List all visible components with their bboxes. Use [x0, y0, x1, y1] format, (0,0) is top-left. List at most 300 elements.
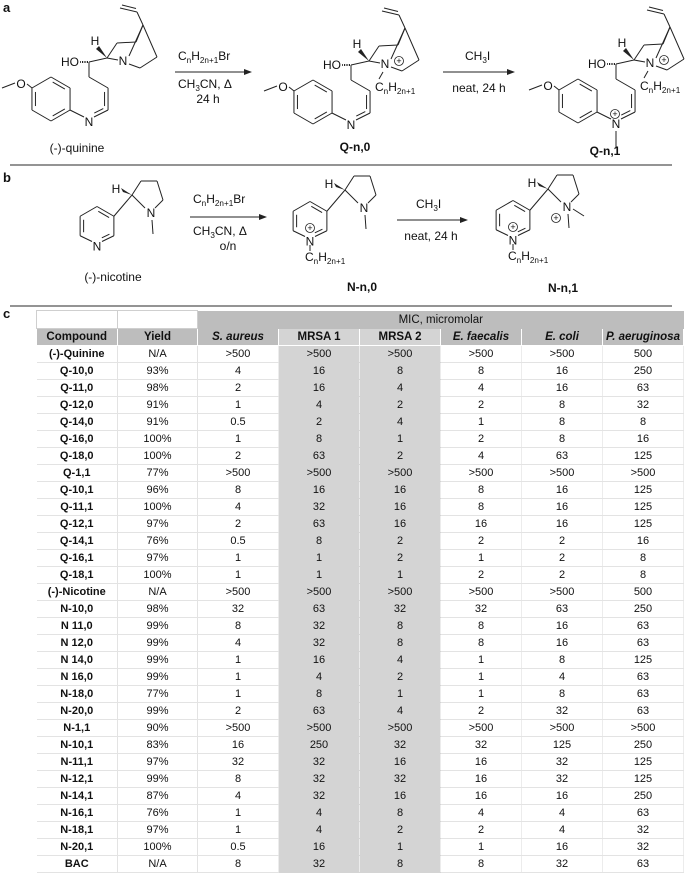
mic-value-cell: 125 [603, 771, 684, 788]
bond [656, 66, 667, 70]
mic-value-cell: >500 [198, 584, 279, 601]
formula-part: C [640, 79, 649, 93]
mic-value-cell: >500 [522, 465, 603, 482]
ring-bond [559, 79, 578, 90]
mic-value-cell: >500 [360, 346, 441, 363]
yield-cell: 100% [118, 567, 198, 584]
mic-value-cell: 0.5 [198, 533, 279, 550]
positive-charge-sign: + [661, 55, 667, 66]
bond [634, 60, 645, 62]
mic-value-cell: 16 [441, 788, 522, 805]
methyl-bond [2, 83, 15, 88]
bond [667, 59, 684, 70]
yield-cell: 97% [118, 754, 198, 771]
bond [27, 84, 32, 88]
bond [117, 42, 136, 43]
bond [368, 195, 376, 203]
double-bond [315, 229, 323, 233]
ring-bond [89, 77, 108, 88]
mic-value-cell: >500 [198, 465, 279, 482]
mic-value-cell: 32 [360, 737, 441, 754]
hydroxyl-group: HO [323, 58, 341, 72]
positive-charge-sign: + [396, 56, 402, 67]
table-row [37, 788, 684, 805]
double-bond [621, 111, 630, 115]
mic-value-cell: 16 [279, 482, 360, 499]
mic-value-cell: 16 [603, 431, 684, 448]
ring-bond [32, 77, 51, 88]
ring-bond [496, 230, 508, 236]
mic-value-cell: 2 [360, 822, 441, 839]
mic-value-cell: 16 [522, 618, 603, 635]
alkyl-substituent [508, 249, 549, 265]
yield-cell: 76% [118, 805, 198, 822]
mic-value-cell: 2 [441, 567, 522, 584]
mic-value-cell: 8 [441, 482, 522, 499]
double-bond [94, 109, 103, 113]
mic-value-cell: 32 [360, 601, 441, 618]
hydroxyl-group: HO [588, 57, 606, 71]
mic-value-cell: 16 [522, 635, 603, 652]
table-row [37, 550, 684, 567]
subscript: 3 [210, 231, 215, 240]
group-header-row [37, 311, 684, 329]
pyrrolidine-nitrogen: N [359, 201, 369, 215]
yield-cell: 97% [118, 516, 198, 533]
bond [616, 60, 634, 64]
yield-cell: 87% [118, 788, 198, 805]
mic-value-cell: 32 [603, 839, 684, 856]
column-header: E. coli [522, 329, 603, 346]
positive-charge-sign: + [553, 213, 559, 224]
mic-value-cell: 8 [522, 431, 603, 448]
formula-part: CH [416, 197, 434, 211]
subscript: 3 [195, 84, 200, 93]
mic-value-cell: 32 [522, 703, 603, 720]
bond [649, 7, 663, 11]
compound-cell: Q-18,1 [37, 567, 118, 584]
alkyl-substituent [640, 79, 681, 95]
mic-value-cell: >500 [360, 465, 441, 482]
mic-value-cell: 8 [522, 652, 603, 669]
ring-bond [94, 110, 108, 117]
mic-value-cell: 16 [279, 380, 360, 397]
formula-part: H [318, 250, 327, 264]
mic-value-cell: 16 [522, 788, 603, 805]
alkyl-bromide-reagent [193, 192, 245, 208]
hydroxyl-group: HO [61, 55, 79, 69]
mic-value-cell: 63 [603, 380, 684, 397]
reaction-conditions: neat, 24 h [404, 229, 458, 243]
column-header: Yield [118, 329, 198, 346]
table-row [37, 346, 684, 363]
mic-value-cell: 16 [522, 482, 603, 499]
mic-value-cell: 16 [522, 380, 603, 397]
compound-cell: N-11,1 [37, 754, 118, 771]
mic-value-cell: 125 [603, 448, 684, 465]
table-row [37, 839, 684, 856]
ring-bond [616, 79, 635, 90]
hydrogen-atom: H [617, 36, 627, 50]
quinoline-nitrogen: N [84, 115, 94, 129]
compound-cell: BAC [37, 856, 118, 873]
mic-value-cell: 2 [360, 397, 441, 414]
mic-value-cell: >500 [360, 584, 441, 601]
compound-cell: N 12,0 [37, 635, 118, 652]
alkyl-substituent [375, 80, 416, 96]
formula-part: CH [178, 77, 196, 91]
bond [132, 195, 145, 208]
mic-value-cell: 4 [441, 380, 522, 397]
pyrrolidine-nitrogen: N [146, 206, 156, 220]
mic-value-cell: 125 [603, 754, 684, 771]
bond [405, 28, 419, 60]
formula-part: CH [193, 224, 211, 238]
mic-value-cell: 63 [279, 601, 360, 618]
mic-value-cell: 1 [279, 567, 360, 584]
compound-cell: Q-14,1 [37, 533, 118, 550]
table-row [37, 669, 684, 686]
panel-label-b: b [3, 170, 11, 185]
mic-value-cell: 4 [198, 788, 279, 805]
mic-value-cell: 8 [441, 363, 522, 380]
subscript: 2n+1 [396, 87, 416, 96]
methyl-bond [568, 214, 569, 228]
mic-value-cell: 32 [279, 618, 360, 635]
bond [391, 28, 405, 59]
mic-value-cell: 16 [603, 533, 684, 550]
methyl-bond [573, 209, 584, 216]
mic-value-cell: >500 [522, 720, 603, 737]
pyrrolidine-nitrogen: N [562, 200, 572, 214]
mic-value-cell: 2 [441, 822, 522, 839]
table-row [37, 482, 684, 499]
mic-value-cell: 1 [198, 686, 279, 703]
mic-value-cell: 8 [441, 618, 522, 635]
mic-value-cell: 16 [360, 499, 441, 516]
mic-value-cell: 32 [279, 771, 360, 788]
double-bond [315, 112, 327, 119]
mic-value-cell: >500 [279, 720, 360, 737]
mic-value-cell: 0.5 [198, 414, 279, 431]
compound-label-n-n-0: N-n,0 [347, 280, 377, 294]
mic-value-cell: 2 [360, 550, 441, 567]
table-row [37, 805, 684, 822]
mic-value-cell: 32 [441, 601, 522, 618]
mic-value-cell: 2 [198, 516, 279, 533]
bond [644, 71, 648, 78]
bond [656, 27, 670, 58]
mic-value-cell: 63 [279, 516, 360, 533]
mic-value-cell: 8 [522, 686, 603, 703]
compound-cell: N 16,0 [37, 669, 118, 686]
yield-cell: 77% [118, 465, 198, 482]
double-bond [315, 85, 327, 92]
mic-value-cell: 125 [603, 482, 684, 499]
compound-cell: N-16,1 [37, 805, 118, 822]
mic-value-cell: 1 [360, 567, 441, 584]
mic-value-cell: 1 [441, 669, 522, 686]
mic-value-cell: 32 [360, 771, 441, 788]
bond [327, 190, 345, 211]
mic-value-cell: >500 [441, 346, 522, 363]
double-bond [102, 234, 110, 238]
bond [107, 58, 118, 60]
mic-value-cell: 2 [360, 533, 441, 550]
methyl-bond [264, 86, 277, 91]
bond [345, 190, 358, 203]
mic-value-cell: 8 [360, 805, 441, 822]
quinuclidine-nitrogen: N [380, 57, 390, 71]
yield-cell: 93% [118, 363, 198, 380]
table-row [37, 686, 684, 703]
bond [351, 61, 369, 65]
subscript: n [383, 87, 389, 96]
mic-value-cell: 4 [522, 669, 603, 686]
mic-value-cell: >500 [603, 465, 684, 482]
panel-label-a: a [3, 0, 11, 15]
compound-cell: N-10,0 [37, 601, 118, 618]
table-row [37, 822, 684, 839]
mic-value-cell: 4 [279, 669, 360, 686]
compound-cell: Q-11,0 [37, 380, 118, 397]
mic-value-cell: 2 [279, 414, 360, 431]
wedge-bond [334, 183, 345, 190]
yield-cell: 91% [118, 414, 198, 431]
mic-value-cell: 1 [198, 397, 279, 414]
mic-value-cell: 16 [198, 737, 279, 754]
mic-value-cell: 1 [198, 652, 279, 669]
yield-cell: 100% [118, 431, 198, 448]
formula-part: H [388, 80, 397, 94]
formula-part: Br [218, 49, 231, 63]
mic-value-cell: 8 [522, 414, 603, 431]
ring-bond [294, 80, 313, 91]
yield-cell: 100% [118, 499, 198, 516]
mic-value-cell: >500 [441, 465, 522, 482]
table-row [37, 363, 684, 380]
quinuclidine-nitrogen: N [118, 54, 128, 68]
mic-value-cell: 16 [360, 516, 441, 533]
mic-value-cell: 250 [603, 737, 684, 754]
mic-value-cell: 1 [198, 822, 279, 839]
mic-value-cell: >500 [441, 584, 522, 601]
mic-value-cell: 2 [441, 431, 522, 448]
bond [634, 45, 644, 60]
formula-part: C [305, 250, 314, 264]
mic-value-cell: 16 [360, 482, 441, 499]
mic-value-cell: 2 [522, 533, 603, 550]
mic-value-cell: 16 [360, 754, 441, 771]
mic-value-cell: 500 [603, 346, 684, 363]
table-row [37, 397, 684, 414]
compound-cell: N-20,0 [37, 703, 118, 720]
mic-value-cell: 125 [603, 499, 684, 516]
mic-value-cell: 8 [198, 771, 279, 788]
mic-value-cell: 2 [198, 448, 279, 465]
mic-value-cell: 2 [441, 533, 522, 550]
mic-value-cell: 250 [279, 737, 360, 754]
mic-value-cell: >500 [522, 584, 603, 601]
table-row [37, 618, 684, 635]
reaction-conditions: neat, 24 h [452, 81, 506, 95]
compound-cell: Q-11,1 [37, 499, 118, 516]
alkyl-bromide-reagent [178, 49, 230, 65]
mic-value-cell: 32 [279, 754, 360, 771]
ring-bond [356, 113, 370, 120]
mic-value-cell: 2 [441, 397, 522, 414]
double-bond [580, 84, 592, 91]
compound-label-quinine: (-)-quinine [49, 141, 105, 155]
ring-bond [496, 201, 513, 211]
mic-table [36, 310, 684, 873]
compound-cell: Q-14,0 [37, 414, 118, 431]
yield-cell: 90% [118, 720, 198, 737]
bond [369, 61, 380, 63]
mic-value-cell: 63 [603, 686, 684, 703]
subscript: n [186, 56, 192, 65]
mic-value-cell: 16 [360, 788, 441, 805]
compound-cell: N-1,1 [37, 720, 118, 737]
double-bond [53, 109, 65, 116]
yield-cell: 99% [118, 618, 198, 635]
subscript: n [516, 256, 522, 265]
table-row [37, 567, 684, 584]
compound-cell: Q-12,0 [37, 397, 118, 414]
mic-value-cell: 8 [198, 482, 279, 499]
mic-value-cell: 32 [279, 788, 360, 805]
bond [289, 87, 294, 91]
bond [571, 194, 579, 202]
mic-value-cell: 16 [279, 363, 360, 380]
mic-value-cell: 1 [198, 431, 279, 448]
mic-value-cell: 8 [360, 618, 441, 635]
yield-cell: 98% [118, 380, 198, 397]
bond [379, 72, 383, 79]
bond [554, 86, 559, 90]
ring-bond [513, 201, 530, 211]
pyridine-nitrogen: N [508, 233, 518, 248]
compound-cell: Q-16,1 [37, 550, 118, 567]
reaction-time: o/n [219, 239, 237, 253]
mic-value-cell: >500 [522, 346, 603, 363]
mic-value-cell: 2 [522, 550, 603, 567]
quinoline-nitrogen: N [611, 117, 621, 131]
mic-value-cell: 32 [279, 635, 360, 652]
compound-cell: N-10,1 [37, 737, 118, 754]
blank-cell [37, 311, 118, 329]
compound-cell: N-14,1 [37, 788, 118, 805]
ring-bond [97, 207, 114, 217]
compound-cell: N 14,0 [37, 652, 118, 669]
subscript: 2n+1 [326, 257, 346, 266]
mic-value-cell: 8 [603, 567, 684, 584]
ring-bond [80, 236, 92, 242]
subscript: n [648, 86, 654, 95]
methyl-iodide-reagent [465, 49, 490, 65]
bond [369, 46, 379, 61]
blank-cell [118, 311, 198, 329]
mic-value-cell: >500 [441, 720, 522, 737]
compound-cell: Q-1,1 [37, 465, 118, 482]
reaction-schemes [0, 0, 685, 310]
yield-cell: 98% [118, 601, 198, 618]
mic-value-cell: >500 [279, 465, 360, 482]
mic-value-cell: 32 [522, 754, 603, 771]
mic-group-header: MIC, micromolar [198, 311, 684, 329]
yield-cell: 99% [118, 771, 198, 788]
ring-bond [597, 112, 611, 119]
yield-cell: 99% [118, 652, 198, 669]
compound-cell: N-12,1 [37, 771, 118, 788]
yield-cell: N/A [118, 346, 198, 363]
mic-value-cell: 4 [522, 805, 603, 822]
reaction-time: 24 h [196, 92, 220, 106]
methyl-iodide-reagent [416, 197, 441, 213]
mic-value-cell: 16 [522, 363, 603, 380]
mic-value-cell: 8 [279, 431, 360, 448]
bond [137, 12, 143, 25]
mic-value-cell: 2 [360, 669, 441, 686]
ring-bond [293, 231, 305, 237]
mic-value-cell: 4 [522, 822, 603, 839]
ring-bond [70, 110, 84, 117]
subscript: 2n+1 [529, 256, 549, 265]
compound-cell: (-)-Quinine [37, 346, 118, 363]
compound-label-q-n-0: Q-n,0 [339, 140, 371, 154]
compound-cell: (-)-Nicotine [37, 584, 118, 601]
mic-value-cell: 32 [603, 822, 684, 839]
mic-value-cell: 63 [522, 601, 603, 618]
mic-value-cell: 1 [360, 686, 441, 703]
bond [129, 64, 140, 68]
mic-value-cell: 1 [360, 431, 441, 448]
mic-value-cell: 63 [522, 448, 603, 465]
bond [155, 200, 163, 208]
mic-value-cell: 1 [441, 839, 522, 856]
compound-label-nicotine: (-)-nicotine [84, 270, 142, 284]
formula-part: Br [233, 192, 246, 206]
quinuclidine-nitrogen: N [645, 56, 655, 70]
column-header: Compound [37, 329, 118, 346]
table-row [37, 754, 684, 771]
mic-value-cell: 4 [360, 380, 441, 397]
positive-charge-sign: + [307, 223, 313, 234]
mic-value-cell: 250 [603, 363, 684, 380]
alkyl-substituent [305, 250, 346, 266]
hydrogen-atom: H [111, 182, 121, 196]
yield-cell: 99% [118, 703, 198, 720]
ring-bond [332, 113, 346, 120]
mic-value-cell: 8 [279, 533, 360, 550]
compound-cell: Q-18,0 [37, 448, 118, 465]
yield-cell: 76% [118, 533, 198, 550]
mic-value-cell: 125 [522, 737, 603, 754]
double-bond [356, 112, 365, 116]
arrow-head-icon [460, 217, 468, 223]
mic-value-cell: 16 [441, 516, 522, 533]
mic-value-cell: 1 [198, 567, 279, 584]
formula-part: I [437, 197, 442, 211]
bond [399, 15, 405, 28]
table-row [37, 720, 684, 737]
mic-value-cell: 63 [279, 448, 360, 465]
ring-bond [351, 80, 370, 91]
mic-value-cell: 63 [279, 703, 360, 720]
mic-value-cell: 1 [279, 550, 360, 567]
mic-value-cell: 1 [441, 686, 522, 703]
bond [644, 44, 663, 45]
